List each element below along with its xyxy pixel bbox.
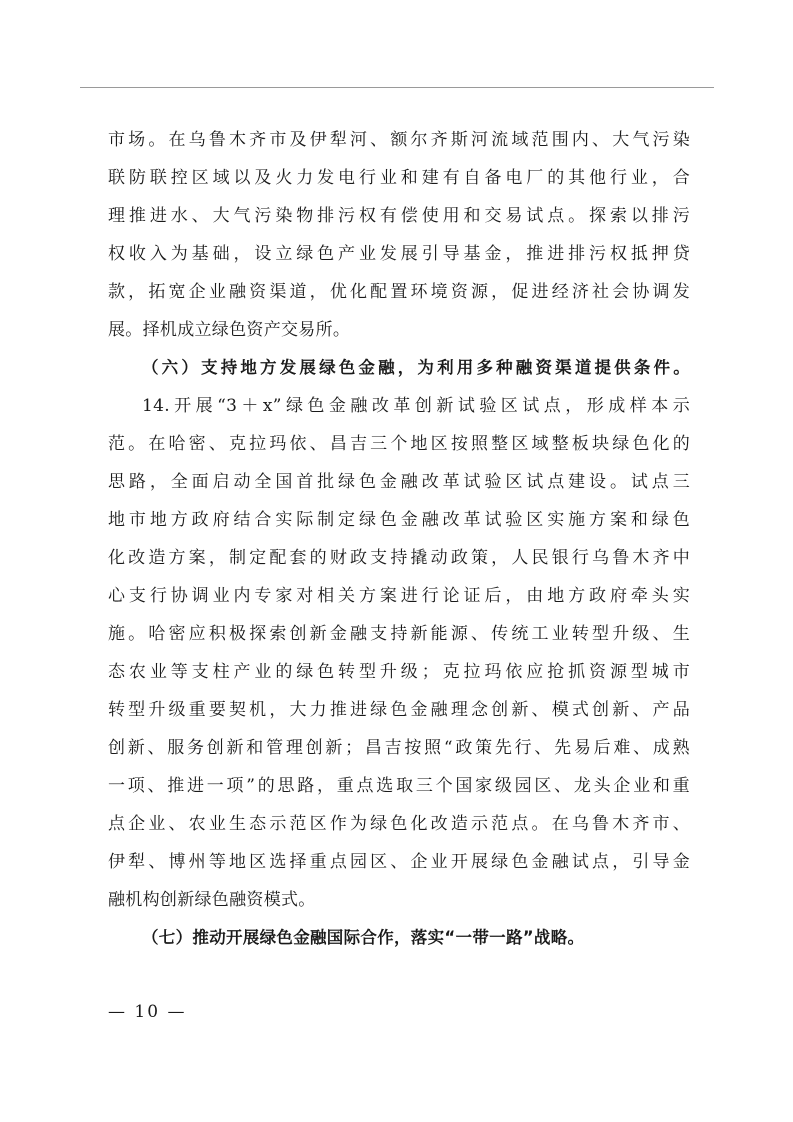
paragraph-14 [108,387,690,919]
text-line: 思路，全面启动全国首批绿色金融改革试验区试点建设。试点三 [108,472,690,492]
page-number: — 10 — [108,1002,187,1022]
text-line: 范。在哈密、克拉玛依、昌吉三个地区按照整区域整板块绿色化的 [108,434,690,454]
text-line: 展。择机成立绿色资产交易所。 [108,320,351,340]
text-line: 款，拓宽企业融资渠道，优化配置环境资源，促进经济社会协调发 [108,282,690,302]
text-line: 理推进水、大气污染物排污权有偿使用和交易试点。探索以排污 [108,206,690,226]
text-line: 权收入为基础，设立绿色产业发展引导基金，推进排污权抵押贷 [108,244,690,264]
text-line: 一项、推进一项”的思路，重点选取三个国家级园区、龙头企业和重 [108,776,690,796]
section-heading-6: （六）支持地方发展绿色金融，为利用多种融资渠道提供条件。 [142,358,690,377]
text-line: 14.开展“3＋x”绿色金融改革创新试验区试点，形成样本示 [142,396,690,416]
text-line: 市场。在乌鲁木齐市及伊犁河、额尔齐斯河流域范围内、大气污染 [108,130,690,150]
text-line: 伊犁、博州等地区选择重点园区、企业开展绿色金融试点，引导金 [108,852,690,872]
document-body [108,121,690,957]
text-line: 融机构创新绿色融资模式。 [108,890,316,910]
header-rule [80,87,714,88]
section-heading-7: （七）推动开展绿色金融国际合作，落实“一带一路”战略。 [142,928,585,947]
paragraph-continuation [108,121,690,349]
text-line: 施。哈密应积极探索创新金融支持新能源、传统工业转型升级、生 [108,624,690,644]
text-line: 点企业、农业生态示范区作为绿色化改造示范点。在乌鲁木齐市、 [108,814,690,834]
text-line: 化改造方案，制定配套的财政支持撬动政策，人民银行乌鲁木齐中 [108,548,690,568]
text-line: 心支行协调业内专家对相关方案进行论证后，由地方政府牵头实 [108,586,690,606]
text-line: 态农业等支柱产业的绿色转型升级；克拉玛依应抢抓资源型城市 [108,662,690,682]
text-line: 联防联控区域以及火力发电行业和建有自备电厂的其他行业，合 [108,168,690,188]
text-line: 地市地方政府结合实际制定绿色金融改革试验区实施方案和绿色 [108,510,690,530]
text-line: 转型升级重要契机，大力推进绿色金融理念创新、模式创新、产品 [108,700,690,720]
text-line: 创新、服务创新和管理创新；昌吉按照“政策先行、先易后难、成熟 [108,738,690,758]
